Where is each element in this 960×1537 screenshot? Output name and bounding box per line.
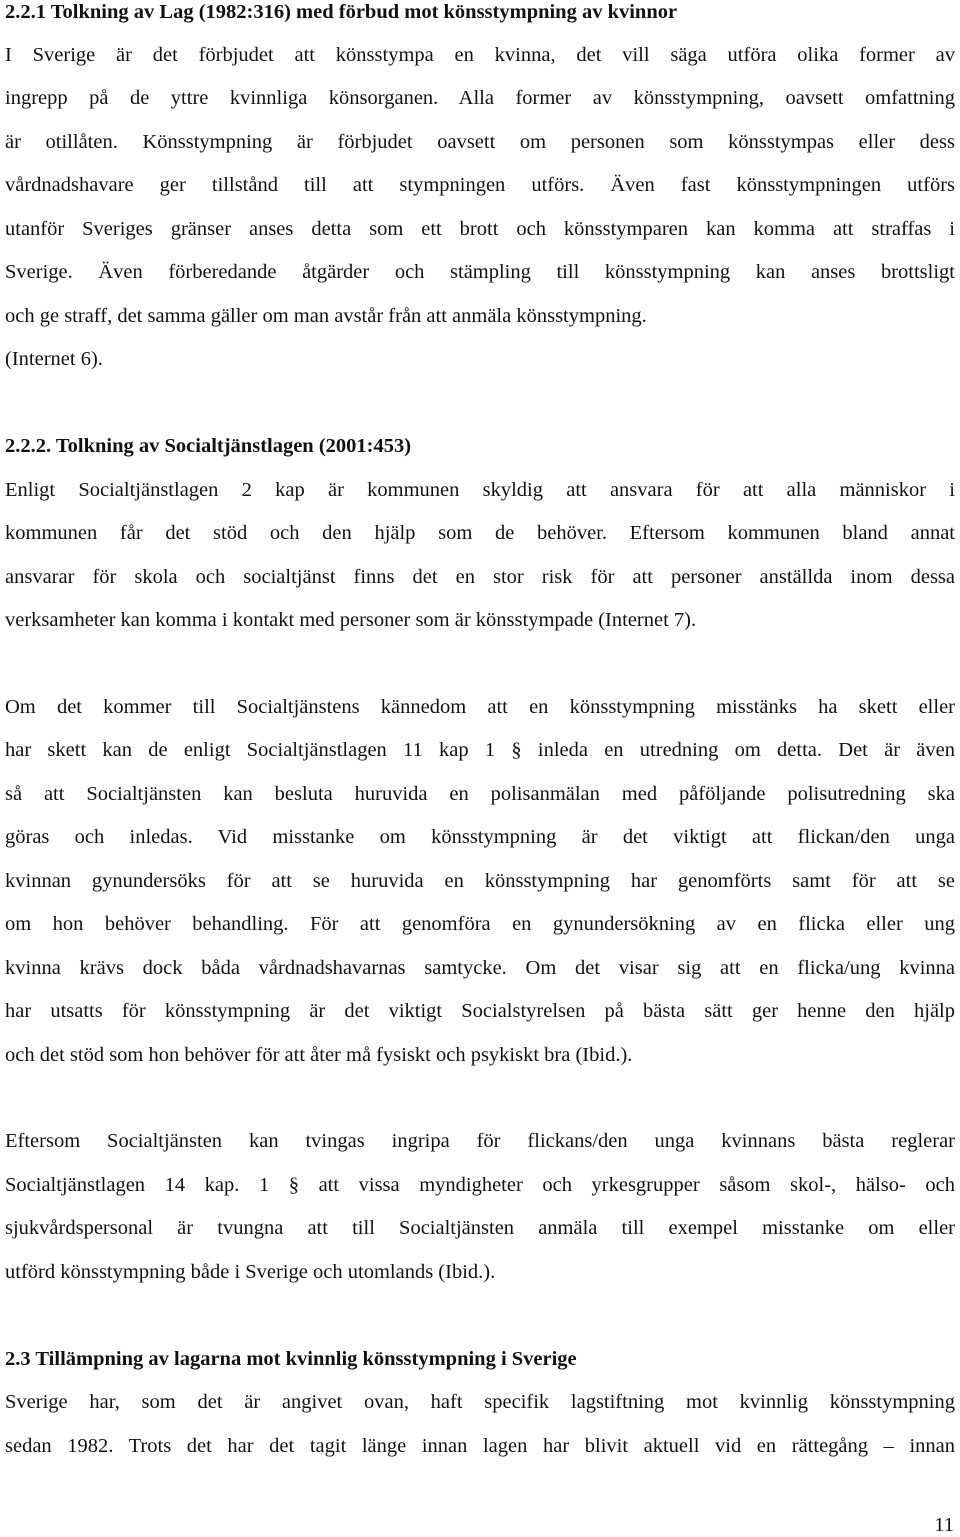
text-line: Eftersom Socialtjänsten kan tvingas ingripa för flickans/den unga kvinnans bästa reglerar [5,1130,955,1152]
text-line: vårdnadshavare ger tillstånd till att stympningen utförs. Även fast könsstympningen utförs [5,174,955,196]
text-line: utförd könsstympning både i Sverige och utomlands (Ibid.). [5,1261,496,1283]
section-heading-2-2-2: 2.2.2. Tolkning av Socialtjänstlagen (2001:453) [5,435,412,457]
text-line: ingrepp på de yttre kvinnliga könsorganen. Alla former av könsstympning, oavsett omfattning [5,87,955,109]
page-number: 11 [934,1514,954,1536]
text-line: kvinnan gynundersöks för att se huruvida en könsstympning har genomförts samt för att se [5,870,955,892]
text-line: ansvarar för skola och socialtjänst finns det en stor risk för att personer anställda inom dessa [5,566,955,588]
text-line: I Sverige är det förbjudet att könsstympa en kvinna, det vill säga utföra olika former av [5,44,955,66]
text-line: verksamheter kan komma i kontakt med personer som är könsstympade (Internet 7). [5,609,697,631]
text-line: kvinna krävs dock båda vårdnadshavarnas samtycke. Om det visar sig att en flicka/ung kvinna [5,957,955,979]
text-line: (Internet 6). [5,348,103,370]
text-line: Sverige har, som det är angivet ovan, haft specifik lagstiftning mot kvinnlig könsstympning [5,1391,955,1413]
text-line: Sverige. Även förberedande åtgärder och stämpling till könsstympning kan anses brottsligt [5,261,955,283]
text-line: Socialtjänstlagen 14 kap. 1 § att vissa myndigheter och yrkesgrupper såsom skol-, hälso- och [5,1174,955,1196]
text-line: och ge straff, det samma gäller om man avstår från att anmäla könsstympning. [5,305,647,327]
text-line: så att Socialtjänsten kan besluta huruvida en polisanmälan med påföljande polisutredning ska [5,783,955,805]
text-line: kommunen får det stöd och den hjälp som de behöver. Eftersom kommunen bland annat [5,522,955,544]
text-line: har utsatts för könsstympning är det viktigt Socialstyrelsen på bästa sätt ger henne den hjälp [5,1000,955,1022]
text-line: sedan 1982. Trots det har det tagit länge innan lagen har blivit aktuell vid en rättegång – innan [5,1435,955,1457]
section-heading-2-3: 2.3 Tillämpning av lagarna mot kvinnlig könsstympning i Sverige [5,1348,577,1370]
section-heading-2-2-1: 2.2.1 Tolkning av Lag (1982:316) med förbud mot könsstympning av kvinnor [5,1,678,23]
text-line: utanför Sveriges gränser anses detta som ett brott och könsstymparen kan komma att straffas i [5,218,955,240]
text-line: har skett kan de enligt Socialtjänstlagen 11 kap 1 § inleda en utredning om detta. Det är även [5,739,955,761]
text-line: och det stöd som hon behöver för att åter må fysiskt och psykiskt bra (Ibid.). [5,1044,633,1066]
text-line: om hon behöver behandling. För att genomföra en gynundersökning av en flicka eller ung [5,913,955,935]
text-line: är otillåten. Könsstympning är förbjudet oavsett om personen som könsstympas eller dess [5,131,955,153]
text-line: Om det kommer till Socialtjänstens kännedom att en könsstympning misstänks ha skett eller [5,696,955,718]
text-line: göras och inledas. Vid misstanke om könsstympning är det viktigt att flickan/den unga [5,826,955,848]
text-line: sjukvårdspersonal är tvungna att till Socialtjänsten anmäla till exempel misstanke om eller [5,1217,955,1239]
text-line: Enligt Socialtjänstlagen 2 kap är kommunen skyldig att ansvara för att alla människor i [5,479,955,501]
